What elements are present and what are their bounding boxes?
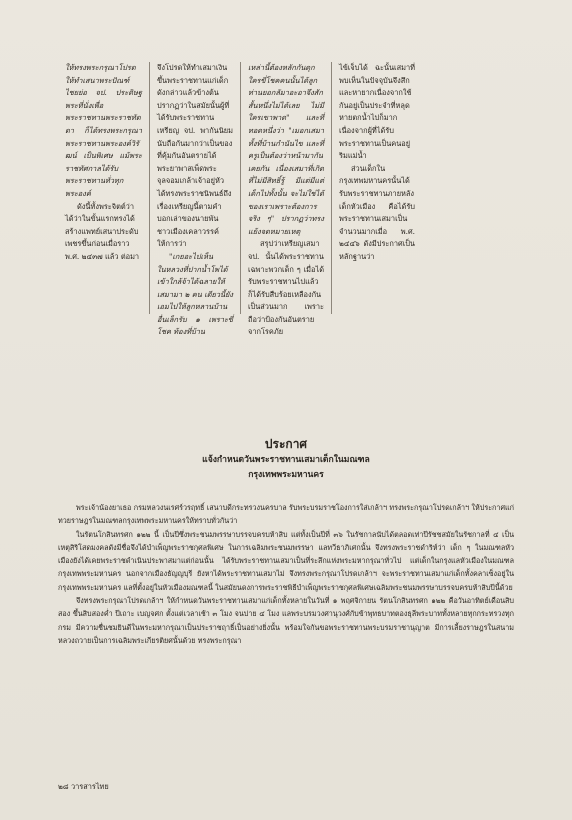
article-columns bbox=[58, 62, 513, 337]
column-paragraph: ให้ทรงพระกรุณาโปรดให้ทำเสนาพระปัณฑ์ไชยย่อ จป. ประดิษฐพระที่นั่งเพื่อพระราชทานพระราชทัดดา ก็ได้ทรงพระกรุณาพระราชทานพระองค์วิรัฒน์ เป็นพิเศษ แม้พระราชทัศกาลได้รับพระราชทานทั่วทุกพระองค์ bbox=[65, 63, 142, 198]
column-paragraph: เหล่านี้ต้องหลักกันดุก ใครขี่โชคคนนั้นได้ลูก ท่านยอกลัมาอะอาจึงสักสั้นหนึ่งไม่ได้เลย ไม่มีใครเขาพาด" และที่ทอดหนึ่งว่า "เมอกเสมาทั้งที่บ้านกำนันไข และที่ครูเป็นต้องว่าหน้ามากันเคยกัน เนื่องเสมาที่เกิดที่ไม่มีสิทธิ์รู้ มีแต่มีแต่เด็กไปทั้งนั้น จะไม่ใช่ได้ของเราเพราะต้องการจริง ๆ" ปรากฏว่าทรงแย้งจดหมายเหตุ bbox=[248, 63, 324, 236]
article-column-2 bbox=[149, 62, 240, 337]
article-column-3 bbox=[240, 62, 331, 337]
column-paragraph: สรุปว่าเหรียญเสมา จป. นั้นได้พระราชทานเฉพาะพวกเด็ก ๆ เมื่อได้รับพระราชทานไปแล้วก็ได้รับสืบร้อยเหลืองกันเป็นส่วนมาก เพราะถือว่าป้องกันอันตรายจากโรคภัย bbox=[248, 239, 324, 337]
article-column-1 bbox=[58, 62, 149, 314]
page-footer bbox=[58, 782, 109, 792]
announcement-paragraph: ในรัตนโกสินทรศก ๑๒๒ นี้ เป็นปีซึ่งพระชนมพรรษาบรรจบครบห้าสิบ แต่ทั้งเป็นปีที่ ๓๖ ในรัชกาลนับได้ตลอดเท่าปีรัชชสมัยในรัชกาลที่ ๔ เป็นเหตุสิริโสดมงคลดังมีชื่อจึงได้บำเพ็ญพระราชกุศลพิเศษ ในการเฉลิมพระชนมพรรษา แลทวีธาภิเศกนั้น จึงทรงพระราชดำริห์ว่า เด็ก ๆ ในมณฑลหัวเมืองยังได้เคยพระราชดำเนินประพาสมาแต่ก่อนนั้น ได้รับพระราชทานเสมาเป็นที่ระลึกแห่งพระมหากรุณาทั่วไป แต่เด็กในกรุงแลหัวเมืองในมณฑลกรุงเทพพระมหานคร นอกจากเมืองธัญญบุรี ยังหาได้พระราชทานเสมาไม่ จึงทรงพระกรุณาโปรดเกล้าฯ จะพระราชทานเสมาแก่เด็กทั้งคลาเซ็งอยู่ในกรุงเทพพระมหานคร แลที่ตั้งอยู่ในหัวเมืองมณฑลนี้ ในสมัยนดงการพระราชพิธีบำเพ็ญพระราชกุศลพิเศษเฉลิมพระชนมพรรษาบรรจบครบห้าสิบปีนี้ด้วย bbox=[58, 529, 514, 592]
announcement-paragraph: จึงทรงพระกรุณาโปรดเกล้าฯ ให้กำหนดวันพระราชทานเสมาแก่เด็กทั้งหลายในวันที่ ๑ พฤศจิกายน รัตนโกสินทรศก ๑๒๒ คือวันอาทิตย์เดือนสิบสอง ขึ้นสิบสองค่ำ ปีเถาะ เบญจศก ตั้งแต่เวลาเช้า ๓ โมง จนบ่าย ๔ โมง แลพระบรมวงศานุวงศ์กับข้าพุทธบาทตองธุลีพระบาททั้งหลายทุกกระทรวงทุกกรม มีความชื่นชมยินดีในพระมหากรุณาเป็นประราชฤาธิ์เป็นอย่างยิ่งนั้น พร้อมใจกันขอพระราชทานพระบรมราชานุญาต มีการเลี้ยงราษฎรในสนามหลวงถวายเป็นการเฉลิมพระเกียรติยศนั้นด้วย ทรงพระกรุณา bbox=[58, 596, 514, 645]
announcement-title: ประกาศ bbox=[264, 437, 308, 451]
column-paragraph: จึงโปรดให้ทำเสมาเงินขึ้นพระราชทานแก่เด็กดังกล่าวแล้วข้างต้น ปรากฏว่าในสมัยนั้นผู้ที่ได้รับพระราชทานเหรียญ จป. พากันนิยมนับถือกันมากว่าเป็นของที่คุ้มกันอันตรายได้ พระยาพาสเพ็ดพระจุลจอมเกล้าเจ้าอยู่หัว ได้ทรงพระราชนิพนธ์ถึงเรื่องเหรียญนี้ตามคำบอกเล่าของนายพัน ชาวเมืองเคลาวรรค์ให้การว่า bbox=[157, 63, 233, 249]
announcement-paragraph: พระเจ้าน้องยาเธอ กรมหลวงนเรศร์วรฤทธิ์ เสนาบดีกระทรวงนครบาล รับพระบรมราชโองการใส่เกล้าฯ ทรงพระกรุณาโปรดเกล้าฯ ให้ประกาศแก่ทวยราษฎรในมณฑลกรุงเทพพระมหานครให้ทราบทั่วกันว่า bbox=[58, 503, 514, 526]
column-paragraph: ไข้เจ็บได้ ฉะนั้นเสมาที่พบเห็นในปัจจุบันจึงสึกและหายากเนื่องจากใช้กันอยู่เป็นประจำที่หลุดหายตกน้ำไปก็มาก เนื่องจากผู้ที่ได้รับพระราชทานเป็นคนอยู่ริมแม่น้ำ bbox=[339, 63, 415, 161]
page-number: ๒๘ bbox=[58, 782, 69, 791]
article-column-4 bbox=[331, 62, 422, 314]
column-paragraph: ส่วนเด็กในกรุงเทพมหานครนั้นได้รับพระราชทานภายหลังเด็กหัวเมือง คือได้รับพระราชทานเสมาเป็นจำนวนมากเมื่อ พ.ศ. ๒๔๔๖ ดังมีประกาศเป็นหลักฐานว่า bbox=[339, 163, 415, 261]
announcement-body bbox=[58, 501, 514, 647]
announcement bbox=[58, 436, 514, 647]
column-paragraph: ดังนี้ทั้งพระจิตต์ว่าได้ว่าในขั้นแรกทรงได้สร้างแพทย์เสนาประดับเพชรขึ้นก่อนเมื่อราว พ.ศ. ๒๔๓๗ แล้ว ต่อมา bbox=[65, 201, 140, 261]
announcement-subtitle: กรุงเทพพระมหานคร bbox=[248, 470, 324, 480]
column-paragraph: "เกยอะไปเห็นในหลวงที่ปากน้ำโพได้เข้าใกล้จ้าได้ฉลายให้เสมามา ๒ คน เดียวนี้ยังเอมไปให้ลูกหลานบ้านอื่นเล็กรับ ๑ เพราะขี่โชค ท้องที่บ้าน bbox=[157, 251, 233, 337]
announcement-subtitle: แจ้งกำหนดวันพระราชทานเสมาเด็กในมณฑล bbox=[202, 455, 370, 465]
publication-name: วารสารไทย bbox=[70, 782, 109, 791]
